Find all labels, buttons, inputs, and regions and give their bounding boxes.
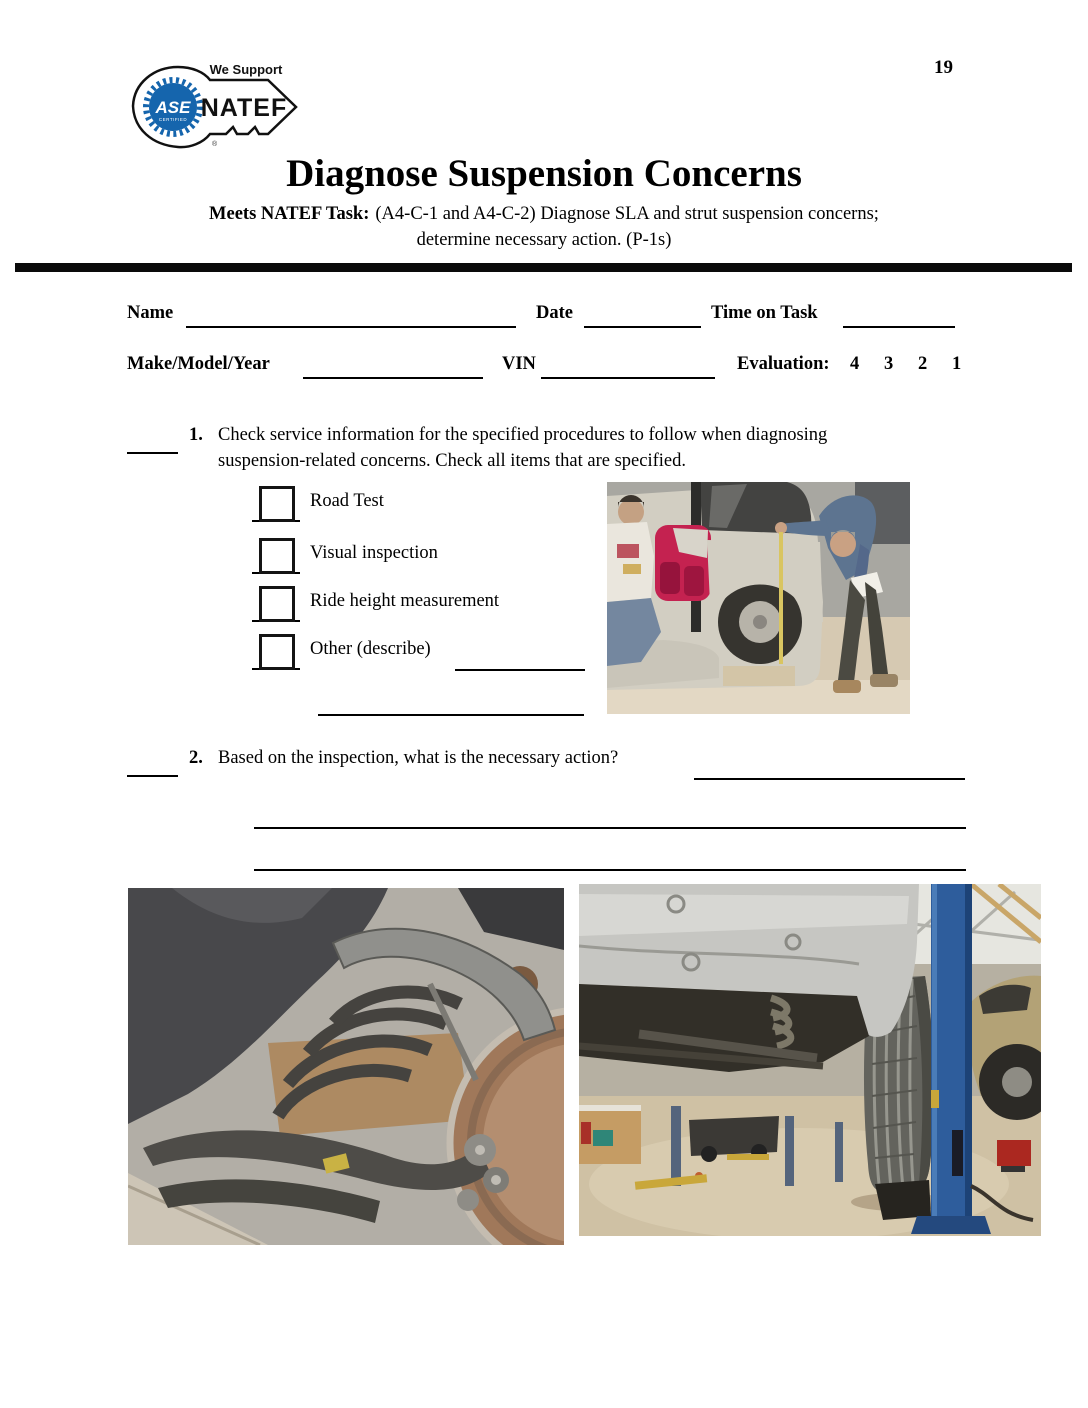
date-field-line[interactable] xyxy=(584,306,701,328)
natef-task-label: Meets NATEF Task: xyxy=(209,204,370,224)
q1-grade-line[interactable] xyxy=(127,432,178,454)
name-label: Name xyxy=(127,303,174,323)
header-divider-rule xyxy=(15,263,1072,272)
date-label: Date xyxy=(536,303,573,323)
logo-support-text: We Support xyxy=(209,62,283,77)
photo-ride-height-measurement xyxy=(607,482,910,714)
dark-undercarriage xyxy=(579,984,869,1072)
evaluation-score-1[interactable]: 1 xyxy=(952,354,962,374)
evaluation-score-3[interactable]: 3 xyxy=(884,354,894,374)
time-on-task-field-line[interactable] xyxy=(843,306,955,328)
evaluation-score-2[interactable]: 2 xyxy=(918,354,928,374)
checkbox-ride-height[interactable] xyxy=(259,586,295,622)
vin-field-line[interactable] xyxy=(541,357,715,379)
checkbox-other[interactable] xyxy=(259,634,295,670)
yellow-beam-2 xyxy=(727,1154,769,1160)
checkbox-ride-height-label: Ride height measurement xyxy=(310,591,500,611)
lift-arm xyxy=(875,1180,931,1220)
checkbox-visual-inspection[interactable] xyxy=(259,538,295,574)
q1-number: 1. xyxy=(189,425,203,445)
photo-sla-suspension xyxy=(128,888,564,1245)
q2-answer-line-3[interactable] xyxy=(254,849,966,871)
other-describe-line-2[interactable] xyxy=(318,694,584,716)
q1-text-line2: suspension-related concerns. Check all items that are specified. xyxy=(218,451,686,471)
natef-key-logo-icon xyxy=(128,60,300,150)
checkbox-visual-inspection-label: Visual inspection xyxy=(310,543,438,563)
q2-grade-line[interactable] xyxy=(127,755,178,777)
evaluation-label: Evaluation: xyxy=(737,354,830,374)
checkbox-other-label: Other (describe) xyxy=(310,639,431,659)
q1-text-line1: Check service information for the specified procedures to follow when diagnosing xyxy=(218,425,828,445)
natef-task-line2: determine necessary action. (P-1s) xyxy=(416,230,672,250)
make-model-year-label: Make/Model/Year xyxy=(127,354,270,374)
page-title: Diagnose Suspension Concerns xyxy=(286,152,802,195)
natef-logo xyxy=(128,60,300,150)
natef-task-line1 xyxy=(0,202,1088,227)
cardboard xyxy=(268,1033,470,1136)
evaluation-score-4[interactable]: 4 xyxy=(850,354,860,374)
page-number: 19 xyxy=(934,57,953,78)
q2-answer-line-1[interactable] xyxy=(694,758,965,780)
other-describe-line[interactable] xyxy=(455,649,585,671)
natef-task-text: (A4-C-1 and A4-C-2) Diagnose SLA and strut suspension concerns; xyxy=(375,204,879,224)
background-shelf xyxy=(579,1105,641,1164)
logo-registered-mark: ® xyxy=(212,141,218,148)
name-field-line[interactable] xyxy=(186,306,516,328)
make-model-year-field-line[interactable] xyxy=(303,357,483,379)
time-on-task-label: Time on Task xyxy=(711,303,818,323)
logo-org-name: NATEF xyxy=(200,94,288,122)
vin-label: VIN xyxy=(502,354,536,374)
checkbox-road-test-label: Road Test xyxy=(310,491,384,511)
checkbox-road-test[interactable] xyxy=(259,486,295,522)
q2-answer-line-2[interactable] xyxy=(254,807,966,829)
tape-measure xyxy=(779,532,783,664)
ase-gear-subtext: CERTIFIED xyxy=(158,117,188,122)
q2-text: Based on the inspection, what is the necessary action? xyxy=(218,748,619,768)
photo-vehicle-on-lift xyxy=(579,884,1041,1236)
q2-number: 2. xyxy=(189,748,203,768)
wheel-block xyxy=(723,666,795,686)
ase-gear-text: ASE xyxy=(155,98,191,117)
